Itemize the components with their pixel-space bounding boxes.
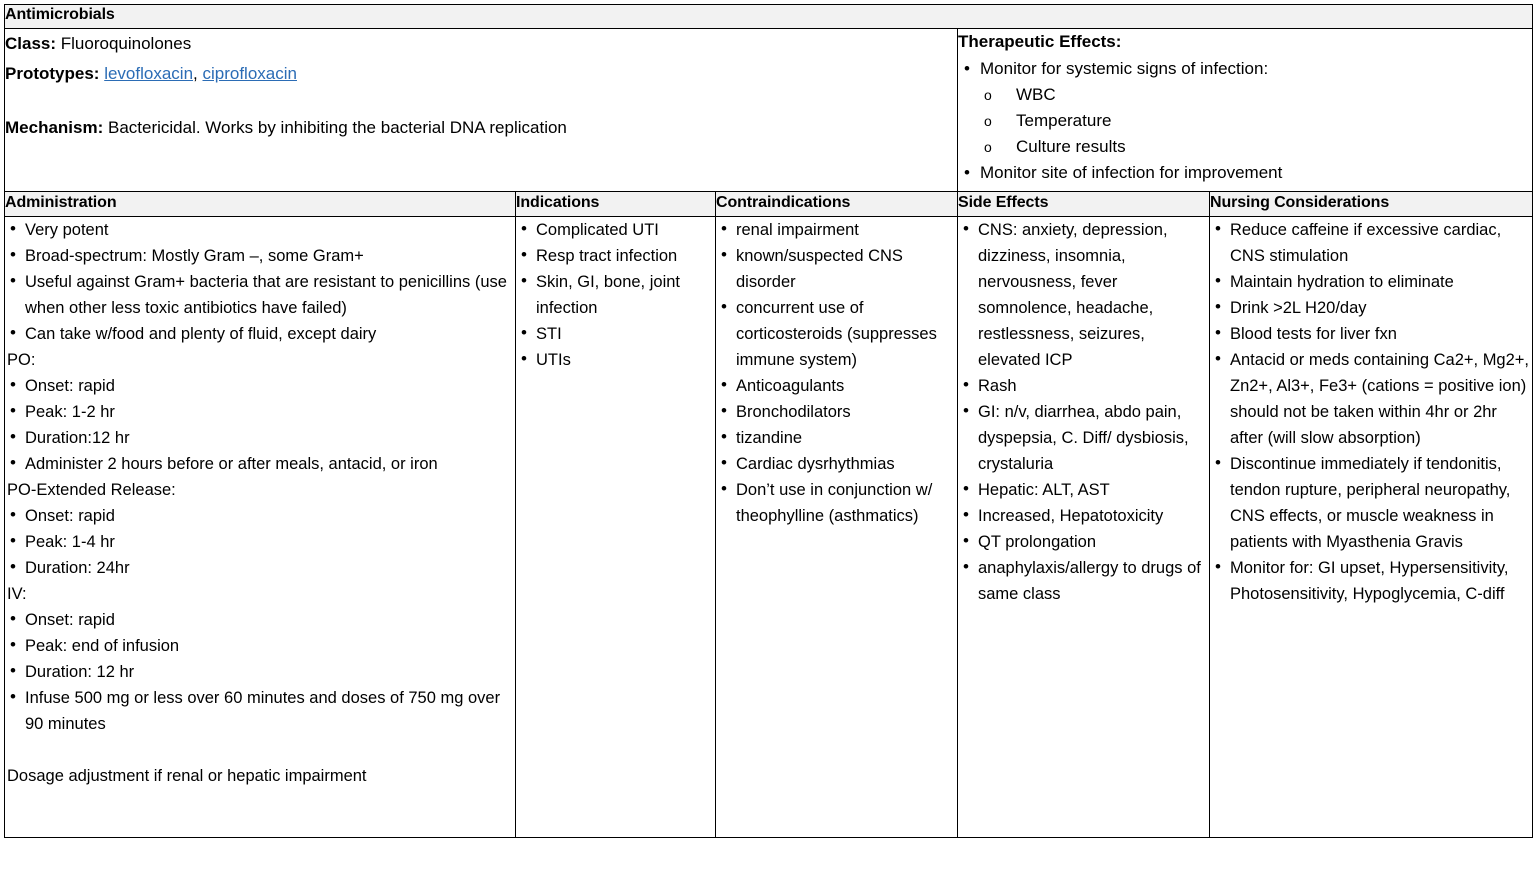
list-item: • known/suspected CNS disorder [716,243,957,295]
column-header-label: Nursing Considerations [1210,194,1390,211]
class-summary-cell [5,29,958,192]
list-item: • Hepatic: ALT, AST [958,477,1209,503]
list-item: • Duration: 24hr [5,555,515,581]
column-body-nursing-considerations [1210,217,1533,838]
column-header-side-effects [958,192,1210,217]
contraindications-list [716,217,957,529]
therapeutic-effects-list [958,56,1532,82]
list-item: • renal impairment [716,217,957,243]
list-item: o WBC [958,82,1532,108]
list-item: • Monitor for: GI upset, Hypersensitivity, Photosensitivity, Hypoglycemia, C-diff [1210,555,1532,607]
list-item: • Complicated UTI [516,217,715,243]
list-item: • Monitor site of infection for improvement [958,160,1532,186]
column-header-label: Side Effects [958,194,1049,211]
list-item: • tizandine [716,425,957,451]
list-item: o Culture results [958,134,1532,160]
list-item: • Onset: rapid [5,503,515,529]
indications-list [516,217,715,373]
list-item: • Infuse 500 mg or less over 60 minutes and doses of 750 mg over 90 minutes [5,685,515,737]
column-body-indications [516,217,716,838]
list-item: • CNS: anxiety, depression, dizziness, insomnia, nervousness, fever somnolence, headache, restlessness, seizures, elevated ICP [958,217,1209,373]
list-item: • Can take w/food and plenty of fluid, except dairy [5,321,515,347]
prototype-separator: , [193,64,203,83]
class-label: Class: [5,34,57,53]
list-item: • Peak: end of infusion [5,633,515,659]
list-item: • Bronchodilators [716,399,957,425]
column-header-nursing-considerations [1210,192,1533,217]
column-body-row [5,217,1533,838]
list-item: • Resp tract infection [516,243,715,269]
list-item: • Peak: 1-2 hr [5,399,515,425]
column-header-row [5,192,1533,217]
class-value: Fluoroquinolones [60,34,192,53]
column-header-label: Administration [5,194,117,211]
list-item: • Administer 2 hours before or after meals, antacid, or iron [5,451,515,477]
list-item [5,737,515,763]
list-item: o Temperature [958,108,1532,134]
therapeutic-effects-title: Therapeutic Effects: [958,32,1122,51]
list-item: IV: [7,585,27,603]
list-item: • Blood tests for liver fxn [1210,321,1532,347]
mechanism-line [5,113,957,143]
column-header-label: Contraindications [716,194,851,211]
list-item: • anaphylaxis/allergy to drugs of same class [958,555,1209,607]
list-item: • UTIs [516,347,715,373]
nursing-considerations-list [1210,217,1532,607]
therapeutic-effects-cell [958,29,1533,192]
column-body-administration [5,217,516,838]
list-item: • Discontinue immediately if tendonitis, tendon rupture, peripheral neuropathy, CNS effects, or muscle weakness in patients with Myasthenia Gravis [1210,451,1532,555]
list-item: • Useful against Gram+ bacteria that are resistant to penicillins (use when other less toxic antibiotics have failed) [5,269,515,321]
list-item: PO: [7,351,36,369]
column-body-contraindications [716,217,958,838]
column-header-label: Indications [516,194,600,211]
list-item: • Duration: 12 hr [5,659,515,685]
list-item: • Broad-spectrum: Mostly Gram –, some Gram+ [5,243,515,269]
prototype-link-ciprofloxacin[interactable]: ciprofloxacin [202,64,297,83]
administration-list [5,217,515,789]
banner-cell [5,5,1533,29]
column-header-administration [5,192,516,217]
list-item: • Very potent [5,217,515,243]
column-body-side-effects [958,217,1210,838]
prototypes-label: Prototypes: [5,64,100,83]
therapeutic-effects-list-after [958,160,1532,186]
list-item: • STI [516,321,715,347]
list-item: • Monitor for systemic signs of infection: [958,56,1532,82]
list-item: • Maintain hydration to eliminate [1210,269,1532,295]
list-item: • Antacid or meds containing Ca2+, Mg2+, Zn2+, Al3+, Fe3+ (cations = positive ion) should not be taken within 4hr or 2hr after (will slow absorption) [1210,347,1532,451]
drug-card-table [4,4,1533,838]
list-item: • Skin, GI, bone, joint infection [516,269,715,321]
column-header-indications [516,192,716,217]
therapeutic-effects-sublist [958,82,1532,160]
list-item: • Rash [958,373,1209,399]
list-item: • Anticoagulants [716,373,957,399]
mechanism-label: Mechanism: [5,118,104,137]
banner-row [5,5,1533,29]
summary-row [5,29,1533,192]
list-item: • Onset: rapid [5,607,515,633]
card-title: Antimicrobials [5,6,115,23]
list-item: • concurrent use of corticosteroids (suppresses immune system) [716,295,957,373]
side-effects-list [958,217,1209,607]
summary-spacer [5,89,957,113]
list-item: PO-Extended Release: [7,481,176,499]
list-item: • Don’t use in conjunction w/ theophylline (asthmatics) [716,477,957,529]
prototypes-line [5,59,957,89]
list-item: • Onset: rapid [5,373,515,399]
prototype-link-levofloxacin[interactable]: levofloxacin [104,64,194,83]
list-item: • Cardiac dysrhythmias [716,451,957,477]
column-header-contraindications [716,192,958,217]
list-item: • Drink >2L H20/day [1210,295,1532,321]
mechanism-value: Bactericidal. Works by inhibiting the bacterial DNA replication [107,118,567,137]
list-item: • GI: n/v, diarrhea, abdo pain, dyspepsia, C. Diff/ dysbiosis, crystaluria [958,399,1209,477]
list-item: • Peak: 1-4 hr [5,529,515,555]
list-item: • Duration:12 hr [5,425,515,451]
list-item: • Reduce caffeine if excessive cardiac, CNS stimulation [1210,217,1532,269]
list-item: • QT prolongation [958,529,1209,555]
list-item: • Increased, Hepatotoxicity [958,503,1209,529]
list-item: Dosage adjustment if renal or hepatic impairment [7,767,367,785]
class-line [5,29,957,59]
